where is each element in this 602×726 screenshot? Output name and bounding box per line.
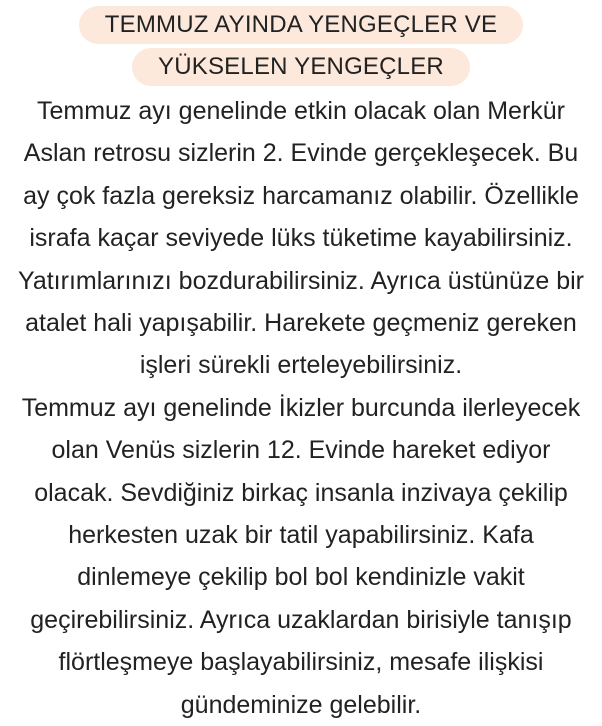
- body-line: Aslan retrosu sizlerin 2. Evinde gerçekleşecek. Bu: [23, 139, 579, 168]
- title-block: [0, 6, 602, 86]
- body-paragraphs: [6, 90, 596, 726]
- title-line-1: TEMMUZ AYINDA YENGEÇLER VE: [79, 6, 523, 44]
- body-line: Temmuz ayı genelinde etkin olacak olan Merkür: [36, 97, 566, 125]
- body-line: atalet hali yapışabilir. Harekete geçmeniz gereken: [25, 309, 577, 338]
- body-line: herkesten uzak bir tatil yapabilirsiniz. Kafa: [68, 521, 534, 550]
- body-line: olacak. Sevdiğiniz birkaç insanla inzivaya çekilip: [34, 478, 568, 507]
- body-line: Temmuz ayı genelinde İkizler burcunda ilerleyecek: [21, 393, 581, 422]
- body-line: israfa kaçar seviyede lüks tüketime kayabilirsiniz.: [29, 224, 573, 253]
- body-line: olan Venüs sizlerin 12. Evinde hareket ediyor: [51, 436, 551, 465]
- body-line: Yatırımlarınızı bozdurabilirsiniz. Ayrıca üstünüze bir: [18, 266, 584, 295]
- body-line: dinlemeye çekilip bol bol kendinizle vakit: [77, 563, 525, 592]
- body-line: geçirebilirsiniz. Ayrıca uzaklardan birisiyle tanışıp: [30, 605, 572, 634]
- body-line: gündeminize gelebilir.: [180, 690, 422, 719]
- body-line: flörtleşmeye başlayabilirsiniz, mesafe ilişkisi: [58, 648, 544, 677]
- body-line: ay çok fazla gereksiz harcamanız olabilir. Özellikle: [23, 181, 579, 210]
- title-line-2: YÜKSELEN YENGEÇLER: [132, 48, 470, 86]
- body-line: işleri sürekli erteleyebilirsiniz.: [139, 351, 463, 380]
